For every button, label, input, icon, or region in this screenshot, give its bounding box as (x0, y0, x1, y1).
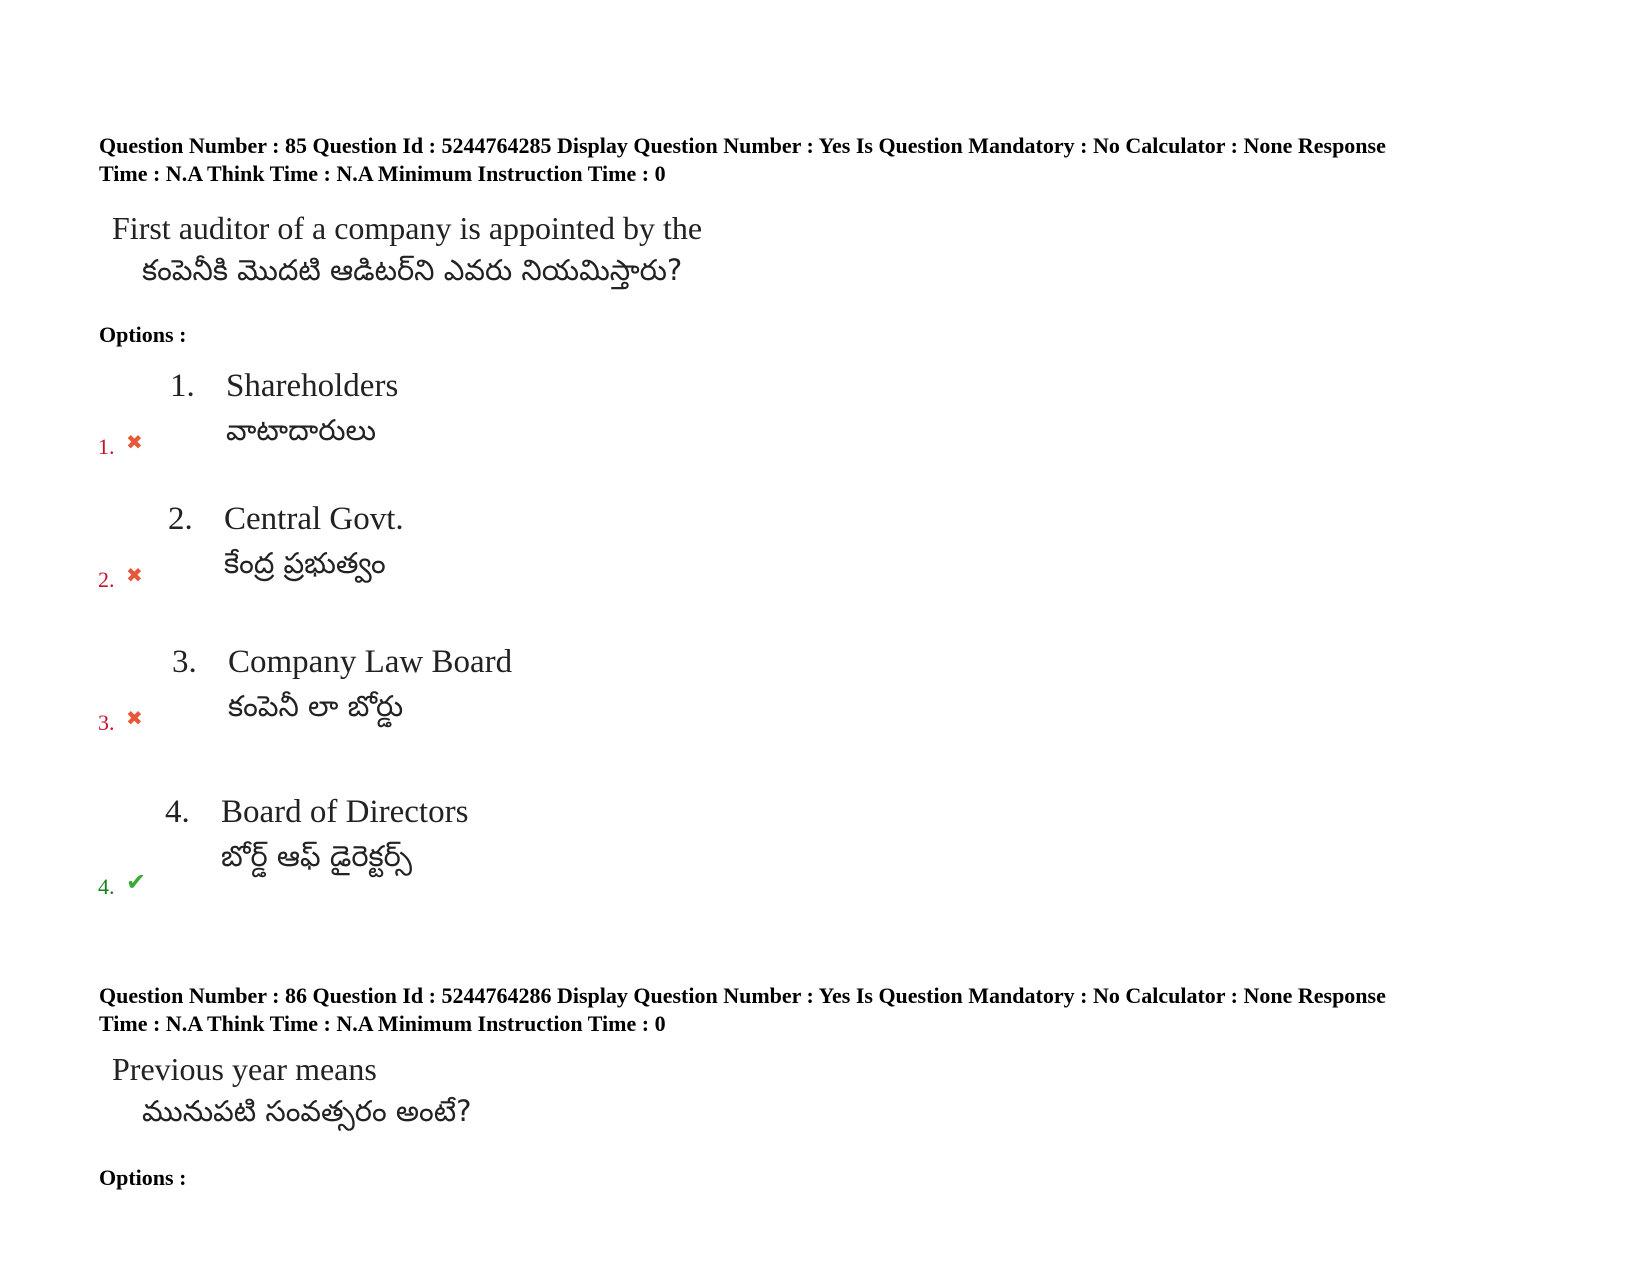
option-index: 2. (168, 501, 193, 537)
question-86-meta (99, 982, 1579, 1038)
option-content (168, 497, 404, 585)
cross-icon: ✖ (126, 563, 143, 587)
option-index: 1. (170, 368, 195, 404)
question-text-english: Previous year means (112, 1051, 377, 1087)
option-text-english: Board of Directors (221, 794, 469, 830)
option-number: 4. (98, 874, 115, 899)
options-label: Options : (99, 322, 187, 347)
option-text-english: Shareholders (226, 368, 399, 404)
option-4 (0, 788, 700, 908)
option-index: 3. (172, 644, 197, 680)
option-index: 4. (165, 794, 190, 830)
meta-line-1: Question Number : 85 Question Id : 5244764285 Display Question Number : Yes Is Question Mandatory : No Calculator : None Response (99, 133, 1386, 158)
question-text-english: First auditor of a company is appointed by the (112, 210, 703, 246)
question-86-text (112, 1048, 472, 1132)
question-text-telugu: మునుపటి సంవత్సరం అంటే? (142, 1094, 472, 1128)
option-1 (0, 360, 700, 480)
meta-line-1: Question Number : 86 Question Id : 5244764286 Display Question Number : Yes Is Question Mandatory : No Calculator : None Response (99, 983, 1386, 1008)
option-content (172, 640, 512, 728)
check-icon: ✔ (126, 868, 147, 896)
option-text-english: Company Law Board (228, 644, 513, 680)
question-85-text (112, 207, 702, 291)
question-text-telugu: కంపెనీకి మొదటి ఆడిటర్‌ని ఎవరు నియమిస్తారు? (142, 253, 683, 287)
cross-icon: ✖ (126, 430, 143, 454)
option-number: 1. (98, 434, 115, 459)
option-text-telugu: కంపెనీ లా బోర్డు (228, 689, 404, 723)
options-label: Options : (99, 1165, 187, 1190)
option-text-english: Central Govt. (224, 501, 404, 537)
option-3 (0, 638, 700, 758)
option-content (170, 364, 398, 452)
option-2 (0, 495, 700, 615)
meta-line-2: Time : N.A Think Time : N.A Minimum Instruction Time : 0 (99, 1011, 666, 1036)
meta-line-2: Time : N.A Think Time : N.A Minimum Instruction Time : 0 (99, 161, 666, 186)
question-85-meta (99, 132, 1579, 188)
option-text-telugu: వాటాదారులు (226, 413, 377, 447)
option-number: 3. (98, 710, 115, 735)
option-text-telugu: కేంద్ర ప్రభుత్వం (224, 546, 386, 580)
option-text-telugu: బోర్డ్ ఆఫ్ డైరెక్టర్స్ (221, 839, 413, 873)
cross-icon: ✖ (126, 706, 143, 730)
option-content (165, 790, 468, 878)
option-number: 2. (98, 567, 115, 592)
